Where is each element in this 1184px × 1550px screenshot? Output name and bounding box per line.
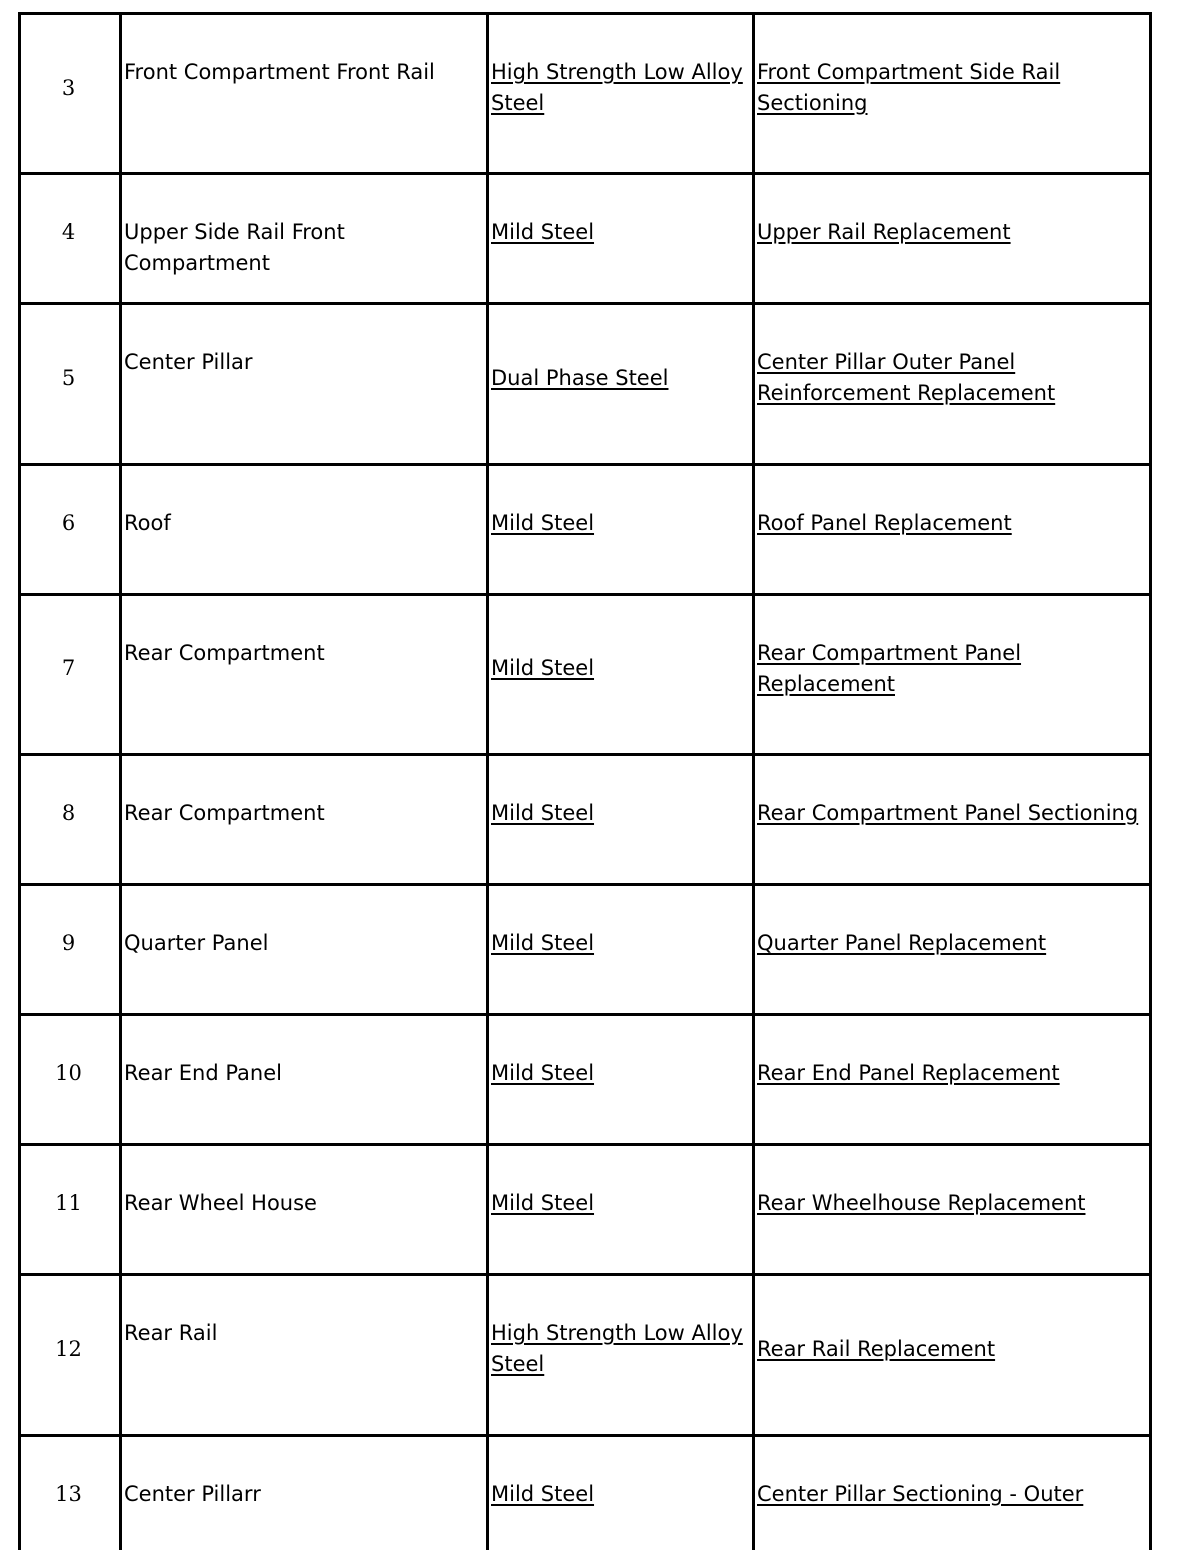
component-name: Roof <box>124 511 171 535</box>
component-name: Front Compartment Front Rail <box>124 60 435 84</box>
repair-procedure-link[interactable]: Rear Rail Replacement <box>757 1337 996 1361</box>
material-link[interactable]: Mild Steel <box>491 220 595 244</box>
row-number: 13 <box>55 1482 82 1506</box>
repair-procedure-link[interactable]: Rear Wheelhouse Replacement <box>757 1191 1086 1215</box>
component-name: Quarter Panel <box>124 931 269 955</box>
row-number: 12 <box>55 1337 82 1361</box>
row-number: 3 <box>61 76 76 100</box>
row-divider <box>18 883 1149 886</box>
repair-procedure-link[interactable]: Front Compartment Side Rail Sectioning <box>757 60 1061 115</box>
repair-procedure-link[interactable]: Rear Compartment Panel Sectioning <box>757 801 1139 825</box>
row-divider <box>18 593 1149 596</box>
repair-procedure-link[interactable]: Rear Compartment Panel Replacement <box>757 641 1022 696</box>
repair-procedure-link[interactable]: Roof Panel Replacement <box>757 511 1012 535</box>
row-divider <box>18 1013 1149 1016</box>
column-divider <box>486 12 489 1550</box>
component-name: Rear End Panel <box>124 1061 282 1085</box>
material-link[interactable]: Mild Steel <box>491 801 595 825</box>
repair-procedure-link[interactable]: Rear End Panel Replacement <box>757 1061 1060 1085</box>
material-link[interactable]: Dual Phase Steel <box>491 366 669 390</box>
repair-procedure-link[interactable]: Center Pillar Outer Panel Reinforcement Replacement <box>757 350 1056 405</box>
row-divider <box>18 302 1149 305</box>
material-link[interactable]: High Strength Low Alloy Steel <box>491 60 743 115</box>
column-divider <box>119 12 122 1550</box>
material-link[interactable]: Mild Steel <box>491 1482 595 1506</box>
row-divider <box>18 12 1149 15</box>
row-number: 9 <box>61 931 76 955</box>
column-divider <box>752 12 755 1550</box>
row-number: 10 <box>55 1061 82 1085</box>
material-link[interactable]: Mild Steel <box>491 656 595 680</box>
row-divider <box>18 753 1149 756</box>
row-number: 7 <box>61 656 76 680</box>
row-number: 6 <box>61 511 76 535</box>
component-name: Upper Side Rail Front Compartment <box>124 220 345 275</box>
material-link[interactable]: Mild Steel <box>491 931 595 955</box>
material-link[interactable]: Mild Steel <box>491 1191 595 1215</box>
row-number: 8 <box>61 801 76 825</box>
component-name: Rear Rail <box>124 1321 218 1345</box>
row-divider <box>18 172 1149 175</box>
repair-procedure-link[interactable]: Quarter Panel Replacement <box>757 931 1047 955</box>
repair-procedure-link[interactable]: Center Pillar Sectioning - Outer <box>757 1482 1084 1506</box>
column-divider <box>1149 12 1152 1550</box>
row-divider <box>18 1434 1149 1437</box>
component-name: Rear Wheel House <box>124 1191 317 1215</box>
component-name: Rear Compartment <box>124 801 325 825</box>
row-divider <box>18 463 1149 466</box>
component-name: Rear Compartment <box>124 641 325 665</box>
row-divider <box>18 1143 1149 1146</box>
row-divider <box>18 1273 1149 1276</box>
component-name: Center Pillar <box>124 350 253 374</box>
row-number: 4 <box>61 220 76 244</box>
row-number: 5 <box>61 366 76 390</box>
row-number: 11 <box>55 1191 82 1215</box>
component-name: Center Pillarr <box>124 1482 261 1506</box>
material-link[interactable]: Mild Steel <box>491 511 595 535</box>
repair-procedure-link[interactable]: Upper Rail Replacement <box>757 220 1011 244</box>
material-link[interactable]: Mild Steel <box>491 1061 595 1085</box>
material-link[interactable]: High Strength Low Alloy Steel <box>491 1321 743 1376</box>
